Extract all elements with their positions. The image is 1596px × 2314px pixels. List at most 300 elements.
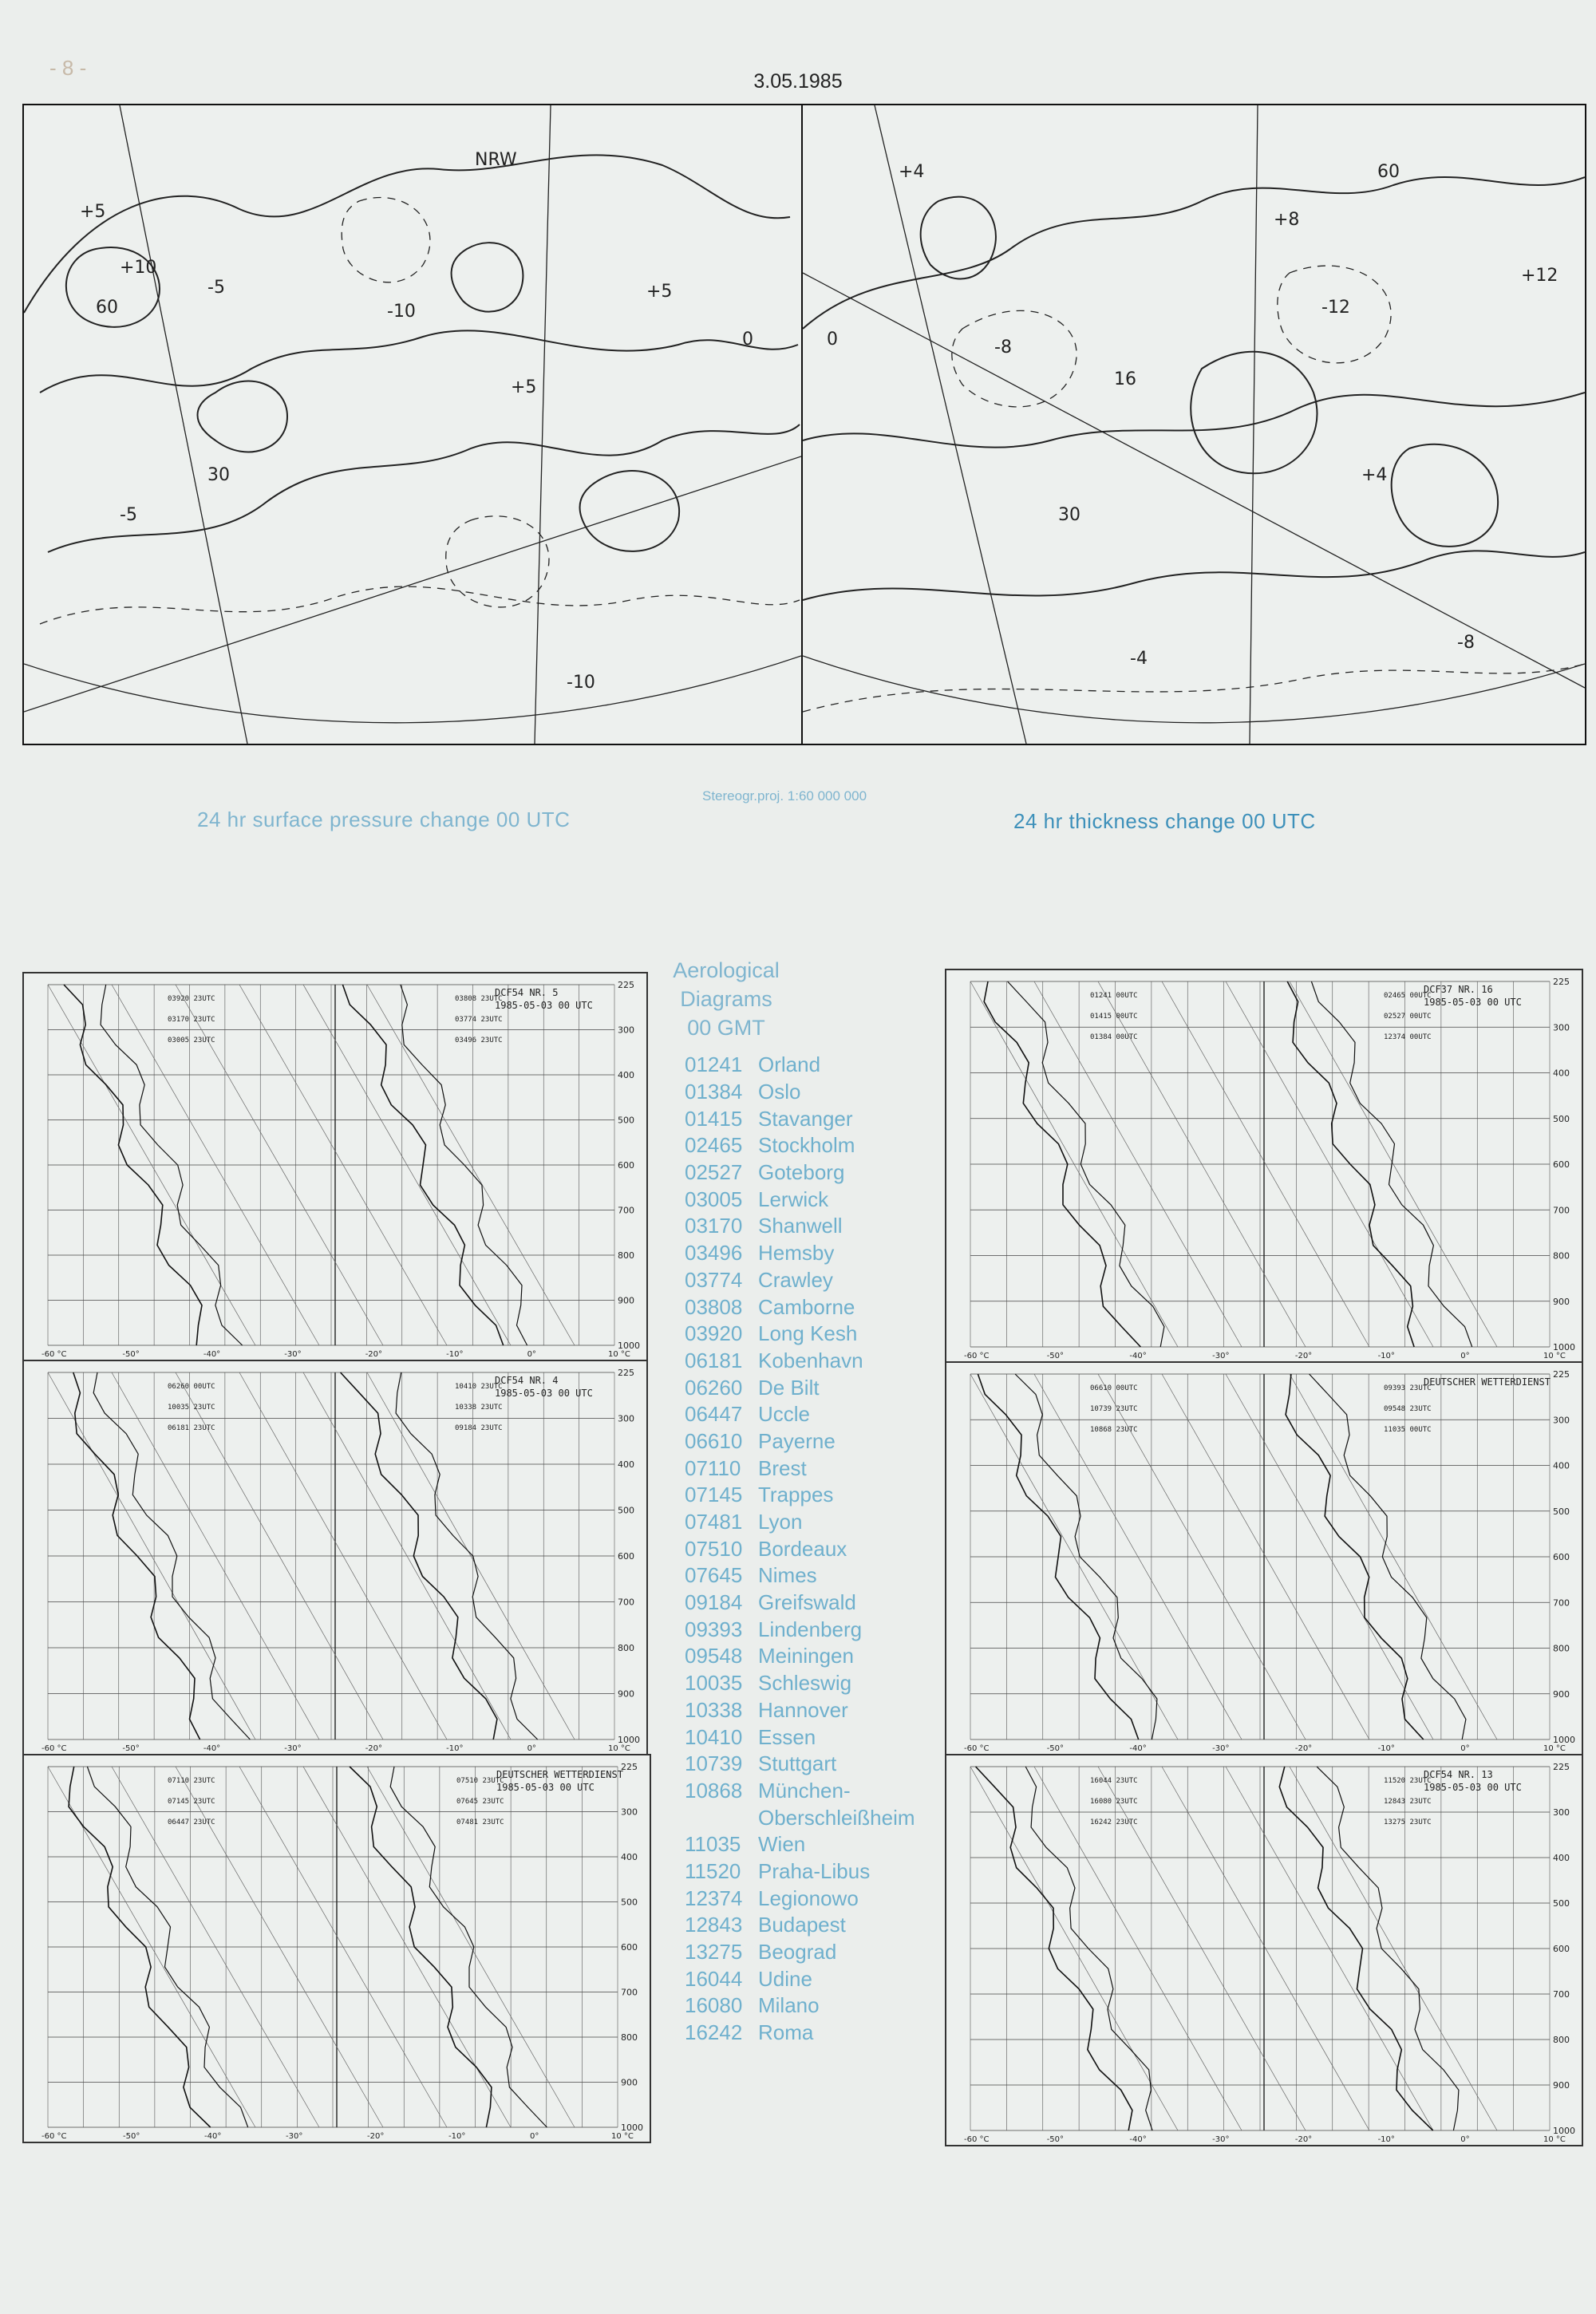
temperature-tick-label: -10° — [446, 1744, 464, 1753]
panel-station-label: 01415 00UTC — [1090, 1013, 1138, 1021]
map-label: +4 — [1361, 465, 1388, 485]
aerological-title-line: Diagrams — [680, 987, 772, 1011]
station-id: 03496 — [685, 1241, 743, 1266]
panel-date: 1985-05-03 00 UTC — [1424, 1782, 1522, 1793]
pressure-tick-label: 600 — [1553, 1944, 1570, 1954]
temperature-tick-label: -10° — [1377, 1744, 1395, 1753]
map-label: -8 — [994, 338, 1012, 357]
station-row — [685, 1482, 915, 1509]
temperature-tick-label: -30° — [284, 1744, 302, 1753]
temperature-tick-label: 0° — [527, 1350, 536, 1359]
station-row — [685, 1670, 915, 1697]
station-row — [685, 1804, 915, 1831]
station-row — [685, 1321, 915, 1348]
station-id: 10739 — [685, 1751, 743, 1776]
station-id: 06447 — [685, 1402, 743, 1427]
station-row — [685, 1509, 915, 1536]
station-name: Payerne — [758, 1428, 836, 1453]
map-label: NRW — [475, 150, 517, 170]
station-row — [685, 1132, 915, 1159]
pressure-tick-label: 700 — [1553, 1597, 1570, 1609]
station-name: Trappes — [758, 1483, 834, 1507]
temperature-tick-label: -10° — [448, 2132, 466, 2141]
panel-station-label: 10739 23UTC — [1090, 1405, 1138, 1413]
pressure-tick-label: 400 — [1553, 1853, 1570, 1863]
station-name: Shanwell — [758, 1214, 843, 1238]
temperature-tick-label: -20° — [1294, 1352, 1313, 1360]
map-label: +8 — [1274, 210, 1300, 230]
station-name: Crawley — [758, 1267, 833, 1292]
panel-header: DCF54 NR. 4 — [495, 1375, 559, 1386]
station-row — [685, 1724, 915, 1751]
station-id: 12374 — [685, 1886, 743, 1910]
temperature-tick-label: -50° — [1046, 1352, 1065, 1360]
station-row — [685, 1267, 915, 1294]
temperature-tick-label: -60 °C — [964, 1352, 990, 1360]
pressure-tick-label: 900 — [618, 1295, 634, 1306]
pressure-tick-label: 500 — [1553, 1113, 1570, 1124]
temperature-tick-label: -50° — [1046, 2135, 1065, 2144]
pressure-tick-label: 225 — [621, 1762, 638, 1772]
panel-station-label: 16044 23UTC — [1090, 1777, 1138, 1785]
pressure-tick-label: 300 — [1553, 1022, 1570, 1033]
temperature-tick-label: -30° — [1212, 1744, 1230, 1753]
station-id: 07481 — [685, 1510, 743, 1534]
panel-station-label: 06447 23UTC — [168, 1818, 215, 1826]
station-row — [685, 1562, 915, 1589]
station-row — [685, 1939, 915, 1966]
pressure-tick-label: 225 — [1553, 1762, 1570, 1772]
temperature-tick-label: -30° — [1212, 1352, 1230, 1360]
station-id: 03774 — [685, 1267, 743, 1292]
station-name: Udine — [758, 1966, 812, 1991]
map-label: +12 — [1521, 266, 1558, 286]
station-id: 06260 — [685, 1375, 743, 1400]
pressure-tick-label: 800 — [1553, 1643, 1570, 1654]
temperature-tick-label: -40° — [1129, 2135, 1147, 2144]
pressure-tick-label: 500 — [618, 1115, 634, 1126]
pressure-tick-label: 900 — [1553, 2080, 1570, 2091]
temperature-tick-label: -20° — [1294, 2135, 1313, 2144]
panel-station-label: 06610 00UTC — [1090, 1384, 1138, 1392]
station-row — [685, 1885, 915, 1912]
aerological-title-line: 00 GMT — [687, 1016, 765, 1040]
pressure-tick-label: 1000 — [1553, 1735, 1575, 1745]
temperature-tick-label: -20° — [1294, 1744, 1313, 1753]
station-id: 10868 — [685, 1778, 743, 1803]
station-row — [685, 1589, 915, 1617]
station-row — [685, 1643, 915, 1670]
station-row — [685, 1186, 915, 1213]
temperature-tick-label: -50° — [122, 1744, 140, 1753]
aerological-diagram — [24, 973, 646, 1360]
aerological-diagram-panel-6 — [945, 1754, 1583, 2146]
station-name: Goteborg — [758, 1160, 845, 1185]
station-row — [685, 1535, 915, 1562]
station-name: Camborne — [758, 1294, 855, 1319]
station-row — [685, 1778, 915, 1805]
aerological-title — [654, 956, 798, 1042]
pressure-tick-label: 225 — [618, 980, 634, 990]
station-list — [685, 1052, 915, 2046]
pressure-tick-label: 225 — [1553, 977, 1570, 987]
station-id: 12843 — [685, 1913, 743, 1937]
temperature-tick-label: 10 °C — [1543, 2135, 1566, 2144]
temperature-tick-label: -60 °C — [41, 1744, 67, 1753]
map-label: 30 — [1058, 505, 1080, 525]
panel-header: DCF54 NR. 5 — [495, 987, 559, 998]
panel-date: 1985-05-03 00 UTC — [1424, 997, 1522, 1008]
pressure-tick-label: 500 — [1553, 1898, 1570, 1909]
station-id: 03808 — [685, 1294, 743, 1319]
station-row — [685, 1428, 915, 1455]
temperature-tick-label: 0° — [1460, 2135, 1470, 2144]
station-name: De Bilt — [758, 1375, 820, 1400]
panel-date: 1985-05-03 00 UTC — [496, 1782, 595, 1793]
pressure-tick-label: 800 — [618, 1250, 634, 1261]
panel-station-label: 12843 23UTC — [1384, 1798, 1432, 1806]
temperature-tick-label: -20° — [367, 2132, 385, 2141]
panel-station-label: 09184 23UTC — [455, 1424, 503, 1432]
panel-station-label: 11035 00UTC — [1384, 1426, 1432, 1434]
station-name: Roma — [758, 2020, 814, 2045]
station-name: Orland — [758, 1052, 821, 1077]
temperature-tick-label: -30° — [1212, 2135, 1230, 2144]
station-id: 07645 — [685, 1563, 743, 1588]
thickness-change-map — [801, 104, 1586, 745]
pressure-tick-label: 600 — [1553, 1159, 1570, 1170]
pressure-tick-label: 1000 — [618, 1735, 640, 1745]
station-id: 09548 — [685, 1644, 743, 1668]
panel-header: DCF54 NR. 13 — [1424, 1769, 1493, 1780]
map-label: -12 — [1321, 298, 1350, 318]
aerological-diagram-panel-3 — [22, 1754, 651, 2143]
station-name: Lyon — [758, 1510, 803, 1534]
station-name: Wien — [758, 1832, 806, 1857]
station-row — [685, 1374, 915, 1401]
temperature-tick-label: -10° — [1377, 2135, 1395, 2144]
pressure-tick-label: 1000 — [1553, 1342, 1575, 1352]
station-name: Hannover — [758, 1697, 848, 1722]
temperature-tick-label: -50° — [122, 1350, 140, 1359]
pressure-tick-label: 900 — [1553, 1688, 1570, 1700]
station-row — [685, 1052, 915, 1079]
pressure-tick-label: 900 — [618, 1688, 634, 1700]
temperature-tick-label: 10 °C — [1543, 1744, 1566, 1753]
station-name: Greifswald — [758, 1590, 856, 1615]
pressure-tick-label: 400 — [1553, 1068, 1570, 1079]
station-id: 10338 — [685, 1697, 743, 1722]
temperature-tick-label: 0° — [1460, 1744, 1470, 1753]
aerological-diagram — [946, 1363, 1582, 1754]
station-row — [685, 1293, 915, 1321]
map-label: -10 — [387, 302, 416, 322]
panel-header: DCF37 NR. 16 — [1424, 984, 1493, 995]
panel-header: DEUTSCHER WETTERDIENST — [496, 1769, 623, 1780]
thickness-map-drawing — [803, 105, 1585, 744]
temperature-tick-label: -30° — [284, 1350, 302, 1359]
station-name: Stavanger — [758, 1106, 853, 1131]
map-label: +5 — [80, 202, 106, 222]
station-name: Milano — [758, 1993, 820, 2018]
temperature-tick-label: -60 °C — [41, 2132, 67, 2141]
pressure-tick-label: 300 — [618, 1413, 634, 1424]
panel-station-label: 01241 00UTC — [1090, 992, 1138, 1000]
pressure-tick-label: 900 — [621, 2077, 638, 2088]
pressure-tick-label: 300 — [1553, 1807, 1570, 1818]
aerological-diagram — [946, 1755, 1582, 2145]
panel-station-label: 03920 23UTC — [168, 995, 215, 1003]
temperature-tick-label: -40° — [1129, 1352, 1147, 1360]
station-name: München- — [758, 1778, 851, 1803]
temperature-tick-label: -60 °C — [964, 1744, 990, 1753]
station-id: 03005 — [685, 1187, 743, 1211]
map-label: -10 — [567, 673, 595, 693]
pressure-tick-label: 225 — [618, 1368, 634, 1378]
temperature-tick-label: -60 °C — [41, 1350, 67, 1359]
pressure-tick-label: 500 — [1553, 1506, 1570, 1517]
panel-station-label: 07110 23UTC — [168, 1777, 215, 1785]
panel-date: 1985-05-03 00 UTC — [495, 1388, 593, 1399]
station-row — [685, 1213, 915, 1240]
aerological-title-line: Aerological — [673, 958, 780, 982]
station-name: Oberschleißheim — [758, 1805, 915, 1830]
aerological-diagram — [24, 1361, 646, 1754]
temperature-tick-label: -20° — [365, 1744, 383, 1753]
station-id: 02465 — [685, 1133, 743, 1158]
station-row — [685, 1401, 915, 1428]
panel-station-label: 01384 00UTC — [1090, 1033, 1138, 1041]
pressure-tick-label: 700 — [618, 1597, 634, 1608]
station-id: 06181 — [685, 1348, 743, 1372]
station-row — [685, 1455, 915, 1482]
station-id: 16080 — [685, 1993, 743, 2018]
pressure-tick-label: 800 — [1553, 2035, 1570, 2045]
pressure-tick-label: 700 — [621, 1987, 638, 1998]
station-name: Meiningen — [758, 1644, 854, 1668]
aerological-diagram-panel-5 — [945, 1361, 1583, 1755]
pressure-tick-label: 300 — [621, 1807, 638, 1818]
pressure-tick-label: 800 — [1553, 1250, 1570, 1262]
pressure-tick-label: 700 — [1553, 1205, 1570, 1216]
station-name: Hemsby — [758, 1241, 835, 1266]
station-id: 13275 — [685, 1940, 743, 1965]
station-row — [685, 1831, 915, 1858]
panel-station-label: 07481 23UTC — [456, 1818, 504, 1826]
station-id: 10035 — [685, 1671, 743, 1696]
pressure-tick-label: 500 — [621, 1897, 638, 1908]
panel-station-label: 10868 23UTC — [1090, 1426, 1138, 1434]
temperature-tick-label: -10° — [1377, 1352, 1395, 1360]
map-label: 0 — [742, 330, 753, 349]
station-id: 09393 — [685, 1617, 743, 1641]
temperature-tick-label: -40° — [203, 1350, 221, 1359]
map-label: 0 — [827, 330, 838, 349]
temperature-tick-label: -50° — [1046, 1744, 1065, 1753]
map-projection-label: Stereogr.proj. 1:60 000 000 — [702, 788, 867, 804]
station-name: Beograd — [758, 1940, 837, 1965]
temperature-tick-label: 10 °C — [608, 1744, 630, 1753]
station-id: 06610 — [685, 1428, 743, 1453]
map-label: -5 — [120, 505, 137, 525]
panel-station-label: 03005 23UTC — [168, 1037, 215, 1044]
station-row — [685, 1348, 915, 1375]
pressure-tick-label: 600 — [1553, 1552, 1570, 1562]
station-row — [685, 1751, 915, 1778]
pressure-tick-label: 300 — [1553, 1415, 1570, 1426]
station-id: 01241 — [685, 1052, 743, 1077]
panel-date: 1985-05-03 00 UTC — [495, 1000, 593, 1011]
station-id: 16242 — [685, 2020, 743, 2045]
temperature-tick-label: -40° — [204, 2132, 222, 2141]
station-id: 07110 — [685, 1455, 741, 1480]
map-label: 60 — [1377, 162, 1400, 182]
surface-pressure-change-map — [22, 104, 803, 745]
pressure-tick-label: 700 — [1553, 1989, 1570, 2000]
station-id: 09184 — [685, 1590, 743, 1615]
pressure-tick-label: 225 — [1553, 1369, 1570, 1380]
station-row — [685, 1965, 915, 1992]
station-id: 10410 — [685, 1724, 743, 1749]
pressure-tick-label: 500 — [618, 1505, 634, 1516]
panel-station-label: 07145 23UTC — [168, 1798, 215, 1806]
surface-pressure-caption: 24 hr surface pressure change 00 UTC — [197, 808, 571, 831]
map-label: +5 — [646, 282, 673, 302]
panel-station-label: 02527 00UTC — [1384, 1013, 1432, 1021]
pressure-tick-label: 400 — [621, 1852, 638, 1862]
pressure-tick-label: 600 — [618, 1160, 634, 1171]
panel-station-label: 12374 00UTC — [1384, 1033, 1432, 1041]
panel-station-label: 10035 23UTC — [168, 1404, 215, 1412]
map-label: -5 — [207, 278, 225, 298]
map-label: +4 — [899, 162, 925, 182]
pressure-tick-label: 700 — [618, 1205, 634, 1216]
pressure-tick-label: 1000 — [621, 2122, 643, 2133]
station-name: Stuttgart — [758, 1751, 837, 1776]
pressure-tick-label: 1000 — [618, 1341, 640, 1351]
page-date: 3.05.1985 — [753, 70, 843, 93]
temperature-tick-label: -30° — [286, 2132, 303, 2141]
station-name: Uccle — [758, 1402, 811, 1427]
station-row — [685, 1159, 915, 1187]
panel-station-label: 03496 23UTC — [455, 1037, 503, 1044]
page-number: - 8 - — [49, 56, 87, 80]
station-name: Bordeaux — [758, 1536, 847, 1561]
panel-station-label: 16242 23UTC — [1090, 1818, 1138, 1826]
aerological-diagram-panel-2 — [22, 1360, 648, 1755]
map-label: 16 — [1114, 369, 1136, 389]
station-name: Legionowo — [758, 1886, 859, 1910]
panel-station-label: 13275 23UTC — [1384, 1818, 1432, 1826]
temperature-tick-label: -40° — [203, 1744, 221, 1753]
pressure-tick-label: 600 — [621, 1942, 638, 1953]
panel-station-label: 10410 23UTC — [455, 1383, 503, 1391]
panel-station-label: 03808 23UTC — [455, 995, 503, 1003]
aerological-diagram-panel-4 — [945, 969, 1583, 1363]
map-label: +5 — [511, 377, 537, 397]
panel-station-label: 07645 23UTC — [456, 1798, 504, 1806]
station-name: Budapest — [758, 1913, 846, 1937]
map-label: -8 — [1457, 633, 1475, 653]
aerological-diagram — [946, 970, 1582, 1361]
station-id: 01384 — [685, 1080, 743, 1104]
panel-station-label: 06260 00UTC — [168, 1383, 215, 1391]
station-id: 03920 — [685, 1321, 743, 1346]
station-id: 03170 — [685, 1214, 743, 1238]
pressure-tick-label: 400 — [618, 1070, 634, 1080]
aerological-diagram-panel-1 — [22, 972, 648, 1361]
thickness-caption: 24 hr thickness change 00 UTC — [1013, 809, 1316, 833]
surface-pressure-map-drawing — [24, 105, 801, 744]
panel-station-label: 07510 23UTC — [456, 1777, 504, 1785]
pressure-tick-label: 800 — [618, 1643, 634, 1653]
panel-header: DEUTSCHER WETTERDIENST — [1424, 1376, 1551, 1388]
station-name: Brest — [758, 1455, 807, 1480]
map-label: 30 — [207, 465, 230, 485]
temperature-tick-label: 10 °C — [611, 2132, 634, 2141]
station-name: Long Kesh — [758, 1321, 858, 1346]
panel-station-label: 16080 23UTC — [1090, 1798, 1138, 1806]
pressure-tick-label: 600 — [618, 1551, 634, 1562]
pressure-tick-label: 300 — [618, 1025, 634, 1036]
pressure-tick-label: 1000 — [1553, 2126, 1575, 2136]
station-row — [685, 1697, 915, 1724]
station-row — [685, 1616, 915, 1643]
pressure-tick-label: 400 — [618, 1459, 634, 1470]
temperature-tick-label: 0° — [527, 1744, 536, 1753]
station-id: 07510 — [685, 1536, 743, 1561]
station-name: Kobenhavn — [758, 1348, 863, 1372]
panel-station-label: 06181 23UTC — [168, 1424, 215, 1432]
station-name: Essen — [758, 1724, 816, 1749]
pressure-tick-label: 800 — [621, 2032, 638, 2043]
station-name: Praha-Libus — [758, 1858, 871, 1883]
station-id: 11520 — [685, 1858, 741, 1883]
temperature-tick-label: -10° — [446, 1350, 464, 1359]
station-name: Oslo — [758, 1080, 801, 1104]
pressure-tick-label: 400 — [1553, 1460, 1570, 1471]
temperature-tick-label: -40° — [1129, 1744, 1147, 1753]
temperature-tick-label: -50° — [123, 2132, 140, 2141]
temperature-tick-label: 0° — [530, 2132, 539, 2141]
station-row — [685, 1240, 915, 1267]
station-row — [685, 1912, 915, 1939]
station-row — [685, 1992, 915, 2020]
station-name: Schleswig — [758, 1671, 852, 1696]
station-row — [685, 2020, 915, 2047]
aerological-diagram — [24, 1755, 650, 2142]
panel-station-label: 03774 23UTC — [455, 1016, 503, 1024]
map-label: +10 — [120, 258, 157, 278]
temperature-tick-label: 10 °C — [608, 1350, 630, 1359]
pressure-tick-label: 900 — [1553, 1296, 1570, 1307]
map-label: 60 — [96, 298, 118, 318]
station-id: 01415 — [685, 1106, 743, 1131]
station-row — [685, 1105, 915, 1132]
station-id: 02527 — [685, 1160, 743, 1185]
panel-station-label: 09393 23UTC — [1384, 1384, 1432, 1392]
station-id: 07145 — [685, 1483, 743, 1507]
temperature-tick-label: 0° — [1460, 1352, 1470, 1360]
temperature-tick-label: 10 °C — [1543, 1352, 1566, 1360]
station-row — [685, 1079, 915, 1106]
station-name: Lindenberg — [758, 1617, 863, 1641]
map-label: -4 — [1130, 649, 1148, 669]
panel-station-label: 10338 23UTC — [455, 1404, 503, 1412]
station-name: Stockholm — [758, 1133, 855, 1158]
panel-station-label: 11520 23UTC — [1384, 1777, 1432, 1785]
panel-station-label: 09548 23UTC — [1384, 1405, 1432, 1413]
